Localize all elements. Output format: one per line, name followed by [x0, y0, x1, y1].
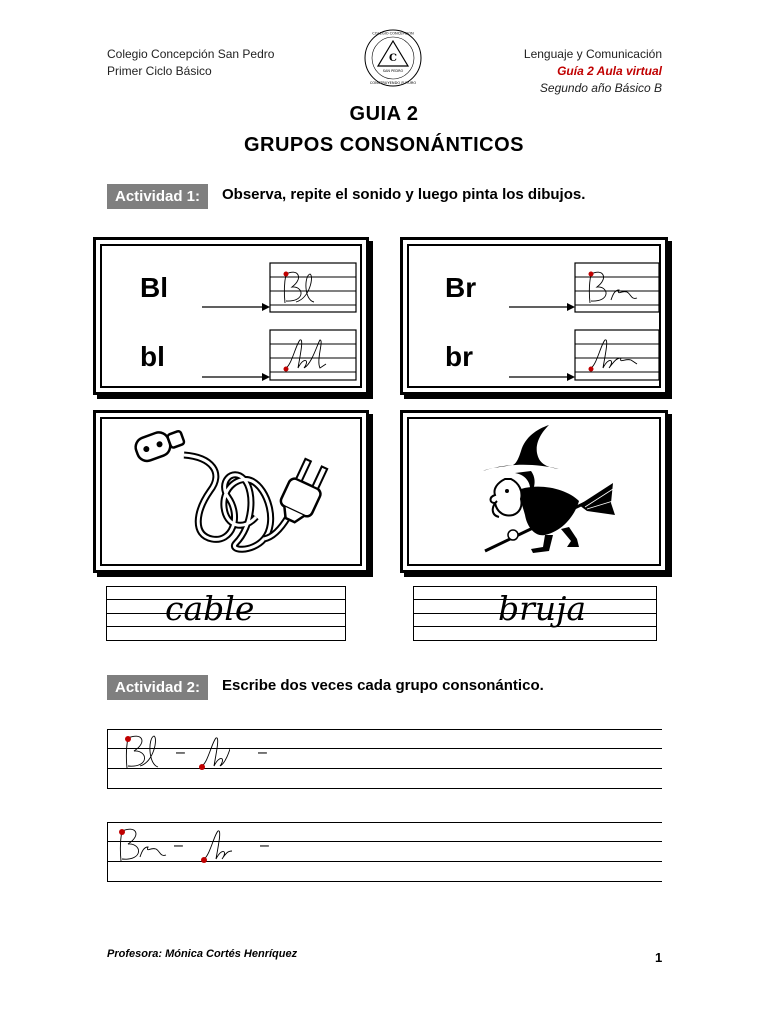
logo-top-text: COLEGIO CONCEPCIÓN — [372, 31, 414, 36]
picture-card-cable — [93, 410, 369, 573]
logo-center-letter: C — [389, 53, 397, 64]
footer-teacher: Profesora: Mónica Cortés Henríquez — [107, 948, 298, 960]
letter-upper-br: Br — [445, 272, 477, 303]
word-cable: cable — [165, 589, 255, 628]
activity1-instruction: Observa, repite el sonido y luego pinta los dibujos. — [222, 186, 586, 203]
school-name: Colegio Concepción San Pedro — [107, 47, 275, 61]
activity1-badge: Actividad 1: — [107, 184, 208, 209]
practice-row2-dash2: – — [260, 837, 269, 854]
word-lines-cable — [106, 586, 346, 641]
page-title: GUIA 2 — [349, 103, 419, 125]
picture-card-bruja — [400, 410, 668, 573]
practice-row1-dash2: – — [258, 744, 267, 761]
cable-plug-illustration — [132, 427, 332, 557]
header-school-info — [107, 46, 274, 80]
letter-card-br — [400, 237, 668, 395]
word-bruja: bruja — [498, 589, 587, 628]
logo-bottom-text: CONSTRUYENDO FUTURO — [369, 81, 417, 85]
school-logo — [353, 28, 433, 88]
school-cycle: Primer Ciclo Básico — [107, 64, 212, 78]
arrows-bl — [200, 260, 360, 390]
practice-row2-dash1: – — [174, 837, 183, 854]
practice-row1-dash1: – — [176, 744, 185, 761]
page-subtitle: GRUPOS CONSONÁNTICOS — [243, 134, 525, 156]
practice-row-br — [107, 822, 662, 882]
letter-lower-br: br — [445, 341, 473, 372]
practice-row-bl — [107, 729, 662, 789]
subject-name: Lenguaje y Comunicación — [523, 47, 662, 61]
header-subject-info — [524, 46, 662, 97]
word-lines-bruja — [413, 586, 657, 641]
activity2-badge: Actividad 2: — [107, 675, 208, 700]
arrows-br — [507, 260, 663, 390]
activity2-instruction: Escribe dos veces cada grupo consonántico. — [222, 677, 544, 694]
practice-bl-cursive — [120, 730, 230, 775]
letter-card-bl — [93, 237, 369, 395]
page-number: 1 — [655, 950, 663, 965]
logo-middle-text: SAN PEDRO — [382, 69, 404, 73]
witch-illustration — [475, 423, 615, 563]
letter-lower-bl: bl — [140, 341, 165, 372]
guide-label: Guía 2 Aula virtual — [557, 64, 662, 78]
letter-upper-bl: Bl — [140, 272, 168, 303]
grade-label: Segundo año Básico B — [539, 81, 662, 95]
